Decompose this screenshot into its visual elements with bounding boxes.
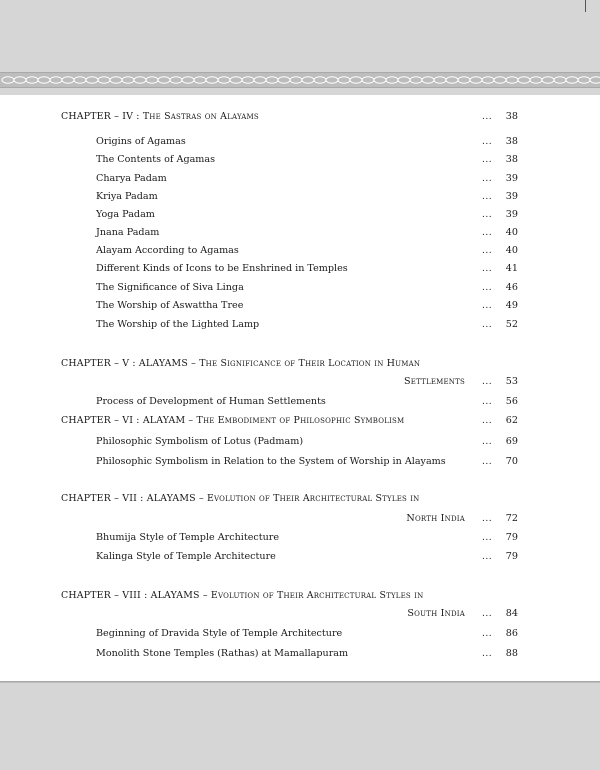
toc-page-number: 41 [505,263,518,274]
toc-leader-dots: ... [482,609,493,619]
toc-page-number: 84 [505,608,518,619]
toc-leader-dots: ... [482,246,493,256]
toc-leader-dots: ... [482,264,493,274]
toc-page-number: 39 [505,173,518,184]
bottom-gray-band [0,683,600,770]
toc-entry-title: Charya Padam [96,173,167,184]
toc-entry-title: Different Kinds of Icons to be Enshrined in Temples [96,263,348,274]
toc-entry-title: CHAPTER – V : ALAYAMS – The Significance of Their Location in Human [61,358,421,369]
toc-page-number: 70 [505,456,518,467]
toc-entry-title: Process of Development of Human Settlements [96,396,326,407]
toc-entry [0,454,600,470]
toc-page-number: 40 [505,227,518,238]
chain-pattern-icon [0,73,600,87]
toc-leader-dots: ... [482,283,493,293]
toc-entry [0,207,600,223]
toc-entry-title: The Contents of Agamas [96,154,216,165]
toc-entry-title: The Worship of Aswattha Tree [96,300,244,311]
toc-page-number: 38 [505,154,518,165]
toc-leader-dots: ... [482,210,493,220]
toc-leader-dots: ... [482,228,493,238]
toc-entry-title: Philosophic Symbolism of Lotus (Padmam) [96,436,304,447]
toc-page-number: 86 [505,628,518,639]
toc-leader-dots: ... [482,457,493,467]
toc-page-number: 56 [505,396,518,407]
toc-entry [0,394,600,410]
toc-entry [0,152,600,168]
toc-entry-title: CHAPTER – VI : ALAYAM – The Embodiment of Philosophic Symbolism [61,415,405,426]
toc-entry [0,171,600,187]
toc-chapter-entry [0,413,600,429]
toc-entry-title: Monolith Stone Temples (Rathas) at Mamallapuram [96,648,349,659]
toc-entry [0,261,600,277]
toc-chapter-continuation [0,511,600,527]
toc-entry [0,317,600,333]
toc-leader-dots: ... [482,397,493,407]
toc-leader-dots: ... [482,112,493,122]
toc-entry-title: Origins of Agamas [96,136,186,147]
toc-entry [0,530,600,546]
toc-chapter-entry [0,356,600,372]
toc-entry [0,134,600,150]
toc-leader-dots: ... [482,533,493,543]
toc-page-number: 49 [505,300,518,311]
toc-entry [0,243,600,259]
toc-entry-title: The Worship of the Lighted Lamp [96,319,260,330]
toc-leader-dots: ... [482,514,493,524]
toc-page-number: 79 [505,551,518,562]
toc-chapter-continuation [0,374,600,390]
toc-page-number: 62 [505,415,518,426]
top-decorative-border [0,72,600,88]
toc-page-number: 38 [505,136,518,147]
toc-entry-title: Yoga Padam [96,209,155,220]
toc-page-number: 39 [505,209,518,220]
toc-chapter-entry [0,109,600,125]
toc-entry [0,434,600,450]
toc-entry-title: Settlements [404,376,465,387]
toc-page-number: 40 [505,245,518,256]
toc-entry-title: South India [407,608,465,619]
toc-chapter-continuation [0,606,600,622]
toc-page-number: 46 [505,282,518,293]
toc-leader-dots: ... [482,377,493,387]
toc-entry [0,298,600,314]
crop-mark [585,0,586,12]
toc-entry-title: Philosophic Symbolism in Relation to the System of Worship in Alayams [96,456,446,467]
toc-entry-title: CHAPTER – VII : ALAYAMS – Evolution of Their Architectural Styles in [61,493,420,504]
toc-page-number: 88 [505,648,518,659]
toc-chapter-entry [0,491,600,507]
toc-page-number: 39 [505,191,518,202]
toc-page-number: 38 [505,111,518,122]
toc-entry-title: Bhumija Style of Temple Architecture [96,532,280,543]
toc-leader-dots: ... [482,416,493,426]
toc-entry-title: The Significance of Siva Linga [96,282,244,293]
toc-page-number: 79 [505,532,518,543]
toc-leader-dots: ... [482,301,493,311]
toc-entry [0,646,600,662]
toc-leader-dots: ... [482,137,493,147]
toc-entry [0,189,600,205]
toc-entry-title: North India [406,513,465,524]
toc-leader-dots: ... [482,320,493,330]
toc-entry-title: CHAPTER – VIII : ALAYAMS – Evolution of Their Architectural Styles in [61,590,424,601]
toc-entry-title: CHAPTER – IV : The Sastras on Alayams [61,111,259,122]
toc-entry-title: Alayam According to Agamas [96,245,239,256]
toc-entry-title: Jnana Padam [96,227,160,238]
toc-entry [0,549,600,565]
toc-leader-dots: ... [482,174,493,184]
toc-chapter-entry [0,588,600,604]
toc-leader-dots: ... [482,155,493,165]
toc-page-number: 52 [505,319,518,330]
toc-leader-dots: ... [482,629,493,639]
toc-page-number: 53 [505,376,518,387]
toc-leader-dots: ... [482,437,493,447]
toc-page-number: 72 [505,513,518,524]
toc-entry [0,225,600,241]
toc-entry [0,280,600,296]
toc-leader-dots: ... [482,649,493,659]
toc-entry-title: Kalinga Style of Temple Architecture [96,551,276,562]
toc-leader-dots: ... [482,552,493,562]
toc-entry-title: Kriya Padam [96,191,158,202]
toc-leader-dots: ... [482,192,493,202]
toc-entry-title: Beginning of Dravida Style of Temple Architecture [96,628,343,639]
toc-page-number: 69 [505,436,518,447]
toc-entry [0,626,600,642]
